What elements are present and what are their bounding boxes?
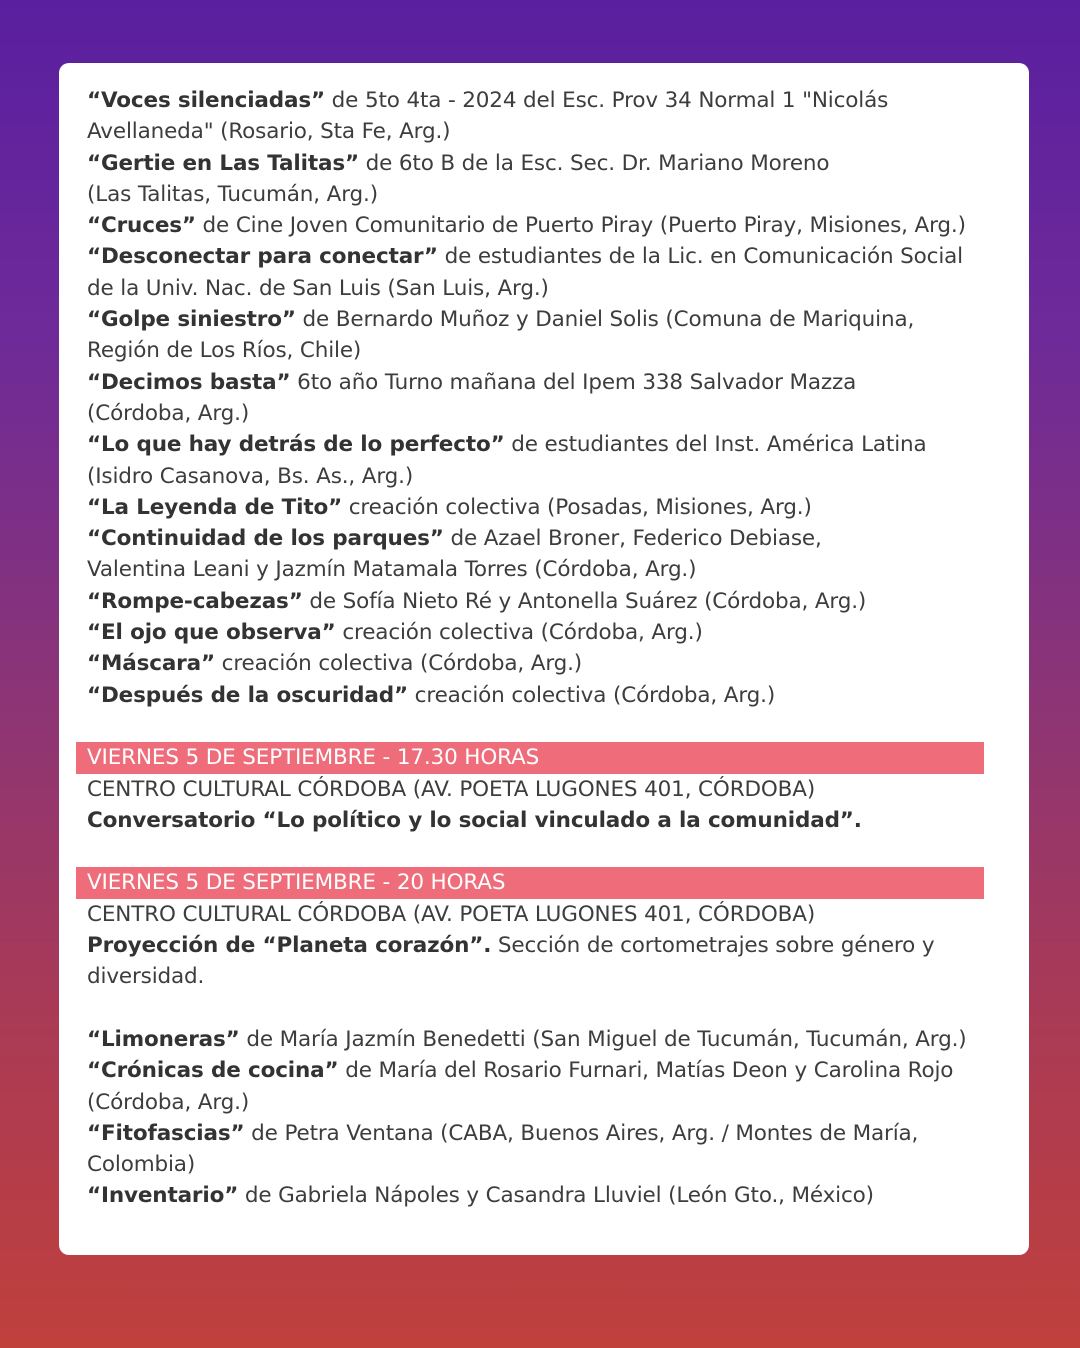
film-title: “Cruces”: [87, 213, 196, 239]
event-description-cont: diversidad.: [87, 964, 205, 990]
film-title: “Fitofascias”: [87, 1120, 245, 1146]
film-title: “Máscara”: [87, 651, 215, 677]
film-title: “Después de la oscuridad”: [87, 682, 408, 708]
film-credits: de estudiantes de la Lic. en Comunicación Social: [437, 244, 963, 270]
event-venue-2000: CENTRO CULTURAL CÓRDOBA (AV. POETA LUGONES 401, CÓRDOBA): [87, 901, 816, 927]
film-entry: [87, 367, 1029, 398]
film-title: “Desconectar para conectar”: [87, 244, 438, 270]
film-list-first: [87, 85, 1029, 711]
film-credits-continued: (Córdoba, Arg.): [87, 1089, 250, 1115]
program-card: [59, 63, 1029, 1255]
film-credits-continued: Valentina Leani y Jazmín Matamala Torres (Córdoba, Arg.): [87, 557, 697, 583]
film-credits-continued: Avellaneda" (Rosario, Sta Fe, Arg.): [87, 119, 451, 145]
event-description-text: Sección de cortometrajes sobre género y: [491, 933, 935, 959]
film-credits: creación colectiva (Córdoba, Arg.): [214, 651, 583, 677]
film-entry: [87, 1024, 1029, 1055]
film-credits: de Cine Joven Comunitario de Puerto Piray (Puerto Piray, Misiones, Arg.): [195, 213, 966, 239]
film-credits: de María del Rosario Furnari, Matías Deon y Carolina Rojo: [338, 1058, 954, 1084]
film-entry: [87, 148, 1029, 179]
film-credits: 6to año Turno mañana del Ipem 338 Salvador Mazza: [290, 369, 857, 395]
film-credits-continued: (Isidro Casanova, Bs. As., Arg.): [87, 463, 414, 489]
film-entry: [87, 586, 1029, 617]
film-title: “Voces silenciadas”: [87, 88, 325, 113]
film-entry: [87, 1118, 1029, 1149]
film-credits: de Bernardo Muñoz y Daniel Solis (Comuna de Mariquina,: [295, 307, 915, 333]
film-credits-continued: Colombia): [87, 1152, 196, 1178]
spacer: [87, 836, 1029, 867]
event-venue-1730: CENTRO CULTURAL CÓRDOBA (AV. POETA LUGONES 401, CÓRDOBA): [87, 776, 816, 802]
film-title: “Inventario”: [87, 1183, 239, 1209]
film-title: “Golpe siniestro”: [87, 307, 296, 333]
event-title-2000: Proyección de “Planeta corazón”.: [87, 933, 492, 959]
film-list-second: [87, 1024, 1029, 1212]
film-title: “La Leyenda de Tito”: [87, 494, 343, 520]
film-title: “Crónicas de cocina”: [87, 1058, 339, 1084]
film-title: “Limoneras”: [87, 1026, 240, 1052]
film-credits: de estudiantes del Inst. América Latina: [504, 432, 927, 458]
film-credits: de Azael Broner, Federico Debiase,: [443, 526, 822, 552]
spacer: [87, 711, 1029, 742]
event-header-1730: VIERNES 5 DE SEPTIEMBRE - 17.30 HORAS: [76, 742, 984, 773]
film-title: “Gertie en Las Talitas”: [87, 150, 359, 176]
film-credits: creación colectiva (Córdoba, Arg.): [408, 682, 776, 708]
film-title: “El ojo que observa”: [87, 620, 336, 646]
film-credits: de Sofía Nieto Ré y Antonella Suárez (Córdoba, Arg.): [302, 588, 867, 614]
film-credits: creación colectiva (Posadas, Misiones, Arg.): [342, 494, 812, 520]
film-entry: [87, 241, 1029, 272]
film-credits: de Gabriela Nápoles y Casandra Lluviel (León Gto., México): [238, 1183, 874, 1209]
film-credits-continued: (Las Talitas, Tucumán, Arg.): [87, 181, 378, 207]
film-entry: [87, 1180, 1029, 1211]
film-credits: de Petra Ventana (CABA, Buenos Aires, Arg. / Montes de María,: [244, 1120, 919, 1146]
film-entry: [87, 523, 1029, 554]
film-credits-continued: (Córdoba, Arg.): [87, 400, 250, 426]
film-credits-continued: de la Univ. Nac. de San Luis (San Luis, Arg.): [87, 275, 549, 301]
film-entry: [87, 85, 1029, 116]
film-entry: [87, 617, 1029, 648]
film-entry: [87, 1055, 1029, 1086]
film-title: “Lo que hay detrás de lo perfecto”: [87, 432, 505, 458]
film-credits: de María Jazmín Benedetti (San Miguel de Tucumán, Tucumán, Arg.): [239, 1026, 967, 1052]
spacer: [87, 993, 1029, 1024]
film-title: “Continuidad de los parques”: [87, 526, 444, 552]
event-description-1730: [87, 805, 1029, 836]
film-entry: [87, 210, 1029, 241]
film-credits-continued: Región de Los Ríos, Chile): [87, 338, 362, 364]
film-title: “Decimos basta”: [87, 369, 291, 395]
film-entry: [87, 492, 1029, 523]
film-credits: creación colectiva (Córdoba, Arg.): [335, 620, 703, 646]
event-description-2000: [87, 930, 1029, 961]
event-title-1730: Conversatorio “Lo político y lo social vinculado a la comunidad”.: [87, 807, 862, 833]
film-title: “Rompe-cabezas”: [87, 588, 303, 614]
film-entry: [87, 680, 1029, 711]
event-header-2000: VIERNES 5 DE SEPTIEMBRE - 20 HORAS: [76, 867, 984, 898]
film-credits: de 5to 4ta - 2024 del Esc. Prov 34 Normal 1 "Nicolás: [325, 88, 889, 113]
film-entry: [87, 429, 1029, 460]
film-entry: [87, 304, 1029, 335]
film-credits: de 6to B de la Esc. Sec. Dr. Mariano Moreno: [358, 150, 830, 176]
film-entry: [87, 648, 1029, 679]
